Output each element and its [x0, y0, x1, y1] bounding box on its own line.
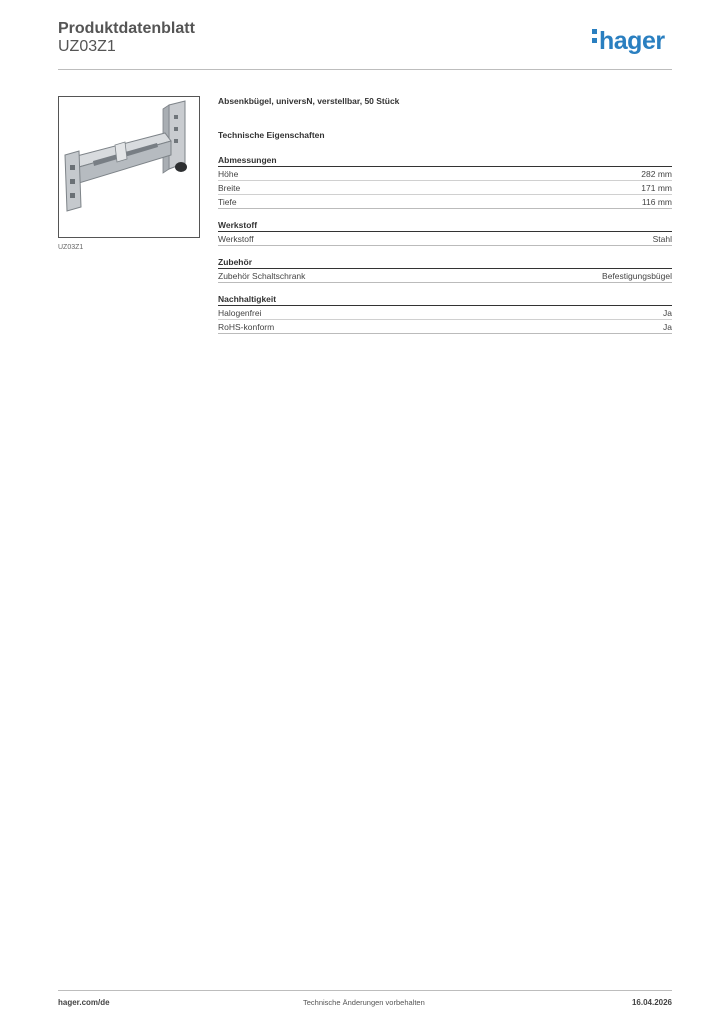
- spec-value: Stahl: [652, 234, 672, 244]
- spec-label: Zubehör Schaltschrank: [218, 271, 306, 281]
- spec-row: [218, 320, 672, 334]
- spec-row: [218, 269, 672, 283]
- section-title: Nachhaltigkeit: [218, 294, 277, 304]
- spec-row: [218, 195, 672, 209]
- spec-label: Werkstoff: [218, 234, 254, 244]
- spec-value: 116 mm: [641, 197, 672, 207]
- image-caption: UZ03Z1: [58, 244, 84, 251]
- specs-heading: Technische Eigenschaften: [218, 130, 325, 140]
- spec-label: Tiefe: [218, 197, 237, 207]
- spec-label: RoHS-konform: [218, 322, 275, 332]
- spec-value: Ja: [663, 322, 672, 332]
- hager-logo: [592, 27, 665, 56]
- logo-text: hager: [599, 27, 665, 55]
- logo-dots-icon: [592, 29, 597, 47]
- product-description: Absenkbügel, universN, verstellbar, 50 Stück: [218, 96, 400, 106]
- footer-website-link[interactable]: hager.com/de: [58, 998, 110, 1007]
- mounting-bracket-illustration: [59, 97, 199, 237]
- product-image: [58, 96, 200, 238]
- section-title: Werkstoff: [218, 220, 258, 230]
- spec-value: 282 mm: [641, 169, 672, 179]
- section-title: Zubehör: [218, 257, 252, 267]
- product-code: UZ03Z1: [58, 38, 116, 55]
- section-title: Abmessungen: [218, 155, 277, 165]
- page-title: Produktdatenblatt: [58, 20, 195, 37]
- section-material: [218, 220, 672, 246]
- section-sustainability: [218, 294, 672, 334]
- spec-label: Halogenfrei: [218, 308, 262, 318]
- footer-date: 16.04.2026: [631, 998, 672, 1007]
- spec-row: [218, 181, 672, 195]
- spec-label: Höhe: [218, 169, 239, 179]
- footer-notice: Technische Änderungen vorbehalten: [303, 998, 425, 1007]
- spec-value: Ja: [663, 308, 672, 318]
- spec-value: Befestigungsbügel: [602, 271, 672, 281]
- spec-value: 171 mm: [641, 183, 672, 193]
- footer-divider: [58, 990, 672, 991]
- spec-row: [218, 306, 672, 320]
- spec-row: [218, 232, 672, 246]
- section-dimensions: [218, 155, 672, 209]
- product-details: [218, 96, 672, 334]
- section-accessories: [218, 257, 672, 283]
- header-divider: [58, 69, 672, 70]
- spec-row: [218, 167, 672, 181]
- spec-label: Breite: [218, 183, 241, 193]
